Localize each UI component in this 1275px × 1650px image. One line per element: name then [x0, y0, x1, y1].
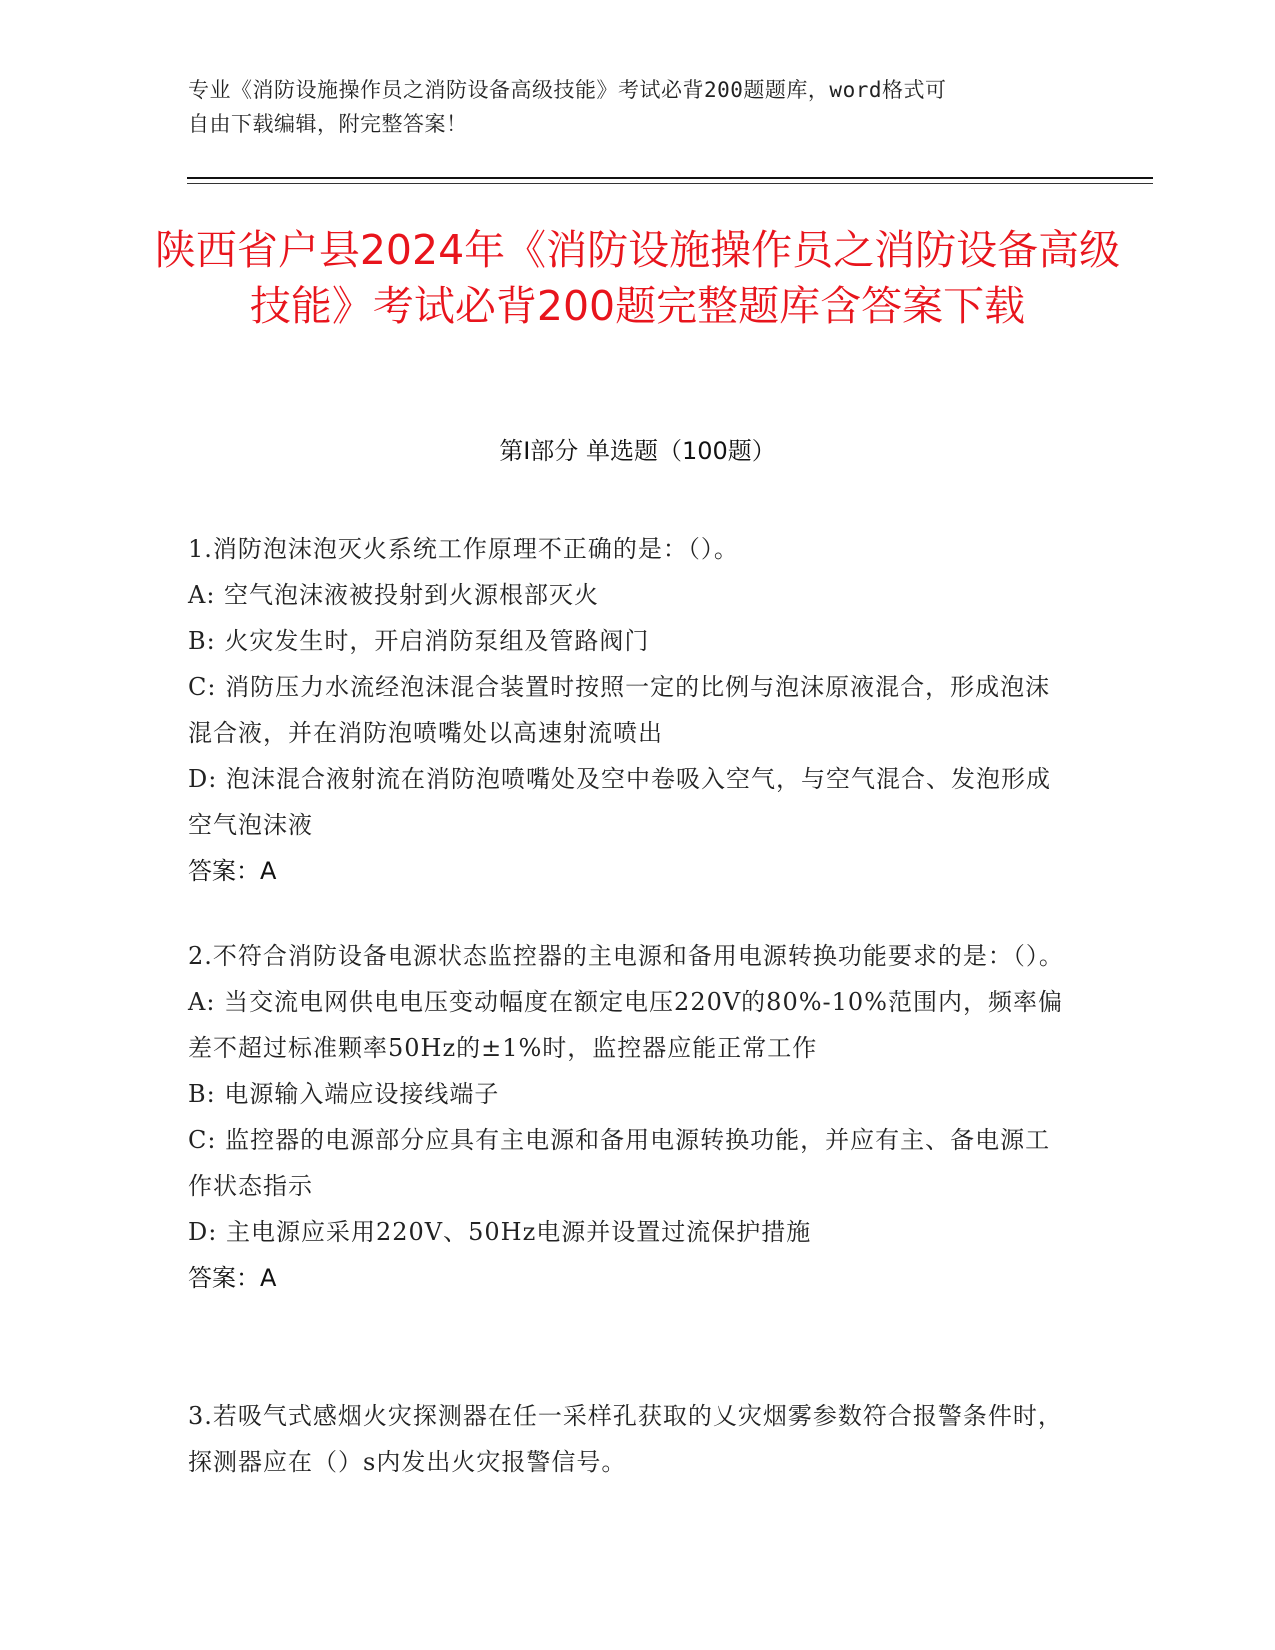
- question-1-option-a: A: 空气泡沫液被投射到火源根部灭火: [188, 581, 600, 609]
- question-1-answer: 答案：A: [188, 857, 277, 885]
- document-title: 陕西省户县2024年《消防设施操作员之消防设备高级技能》考试必背200题完整题库含答案下载: [154, 226, 1121, 330]
- question-3: [188, 1393, 1068, 1485]
- question-2: [188, 933, 1068, 1301]
- header-divider-thick: [187, 177, 1153, 179]
- header-divider-thin: [187, 183, 1153, 184]
- question-1-option-d: D: 泡沫混合液射流在消防泡喷嘴处及空中卷吸入空气，与空气混合、发泡形成空气泡沫液: [188, 765, 1051, 839]
- question-2-stem: 2.不符合消防设备电源状态监控器的主电源和备用电源转换功能要求的是：（）。: [188, 942, 1064, 970]
- question-1-option-b: B: 火灾发生时，开启消防泵组及管路阀门: [188, 627, 650, 655]
- header-note-line-1: 专业《消防设施操作员之消防设备高级技能》考试必背200题题库，word格式可: [188, 78, 947, 102]
- question-1-stem: 1.消防泡沫泡灭火系统工作原理不正确的是：（）。: [188, 535, 739, 563]
- question-2-option-c: C: 监控器的电源部分应具有主电源和备用电源转换功能，并应有主、备电源工作状态指示: [188, 1126, 1051, 1200]
- question-2-option-a: A: 当交流电网供电电压变动幅度在额定电压220V的80%-10%范围内，频率偏差不超过标准颗率50Hz的±1%时，监控器应能正常工作: [188, 988, 1063, 1062]
- header-note: [188, 73, 1068, 141]
- question-3-stem: 3.若吸气式感烟火灾探测器在任一采样孔获取的乂灾烟雾参数符合报警条件时，探测器应在（）s内发出火灾报警信号。: [188, 1402, 1063, 1476]
- question-2-answer: 答案：A: [188, 1264, 277, 1292]
- question-2-option-b: B: 电源输入端应设接线端子: [188, 1080, 500, 1108]
- question-1: [188, 526, 1068, 894]
- header-note-line-2: 自由下载编辑，附完整答案！: [188, 112, 468, 136]
- section-heading: 第I部分 单选题（100题）: [499, 437, 776, 465]
- question-2-option-d: D: 主电源应采用220V、50Hz电源并设置过流保护措施: [188, 1218, 812, 1246]
- question-1-option-c: C: 消防压力水流经泡沫混合装置时按照一定的比例与泡沫原液混合，形成泡沫混合液，并在消防泡喷嘴处以高速射流喷出: [188, 673, 1051, 747]
